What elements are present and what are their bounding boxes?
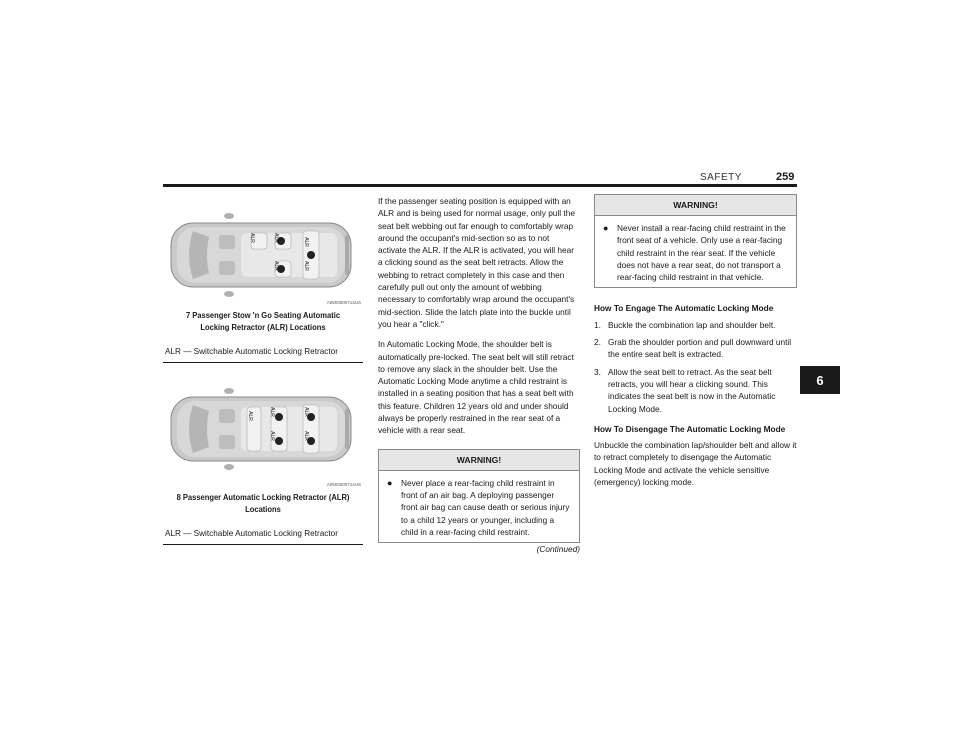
section-heading-engage: How To Engage The Automatic Locking Mode: [594, 303, 774, 314]
alr-label: ALR: [272, 261, 279, 271]
alr-label: ALR: [302, 431, 309, 441]
figure-caption: 8 Passenger Automatic Locking Retractor (ALR) Locations: [176, 492, 350, 514]
body-paragraph: In Automatic Locking Mode, the shoulder belt is automatically pre-locked. The seat belt will still retract to remove any slack in the shoulder belt. Use the Automatic Locking Mode anytime a child restraint is installed in a seating position that has a seat belt with this feature. Children 12 years old and under should always be properly restrained in the rear seat of a vehicle with a rear seat.: [378, 339, 574, 436]
figure-legend: ALR — Switchable Automatic Locking Retractor: [163, 525, 363, 545]
chapter-tab: 6: [800, 366, 840, 394]
header-rule: [163, 184, 797, 187]
alr-label: ALR: [302, 407, 309, 417]
warning-text: Never install a rear-facing child restraint in the front seat of a vehicle. Only use a rear-facing child restraint in the rear seat. If the vehicle does not have a rear seat, do not transport a rear-facing child restraint in that vehicle.: [617, 223, 786, 283]
alr-label: ALR: [272, 233, 279, 243]
continued-note: (Continued): [536, 544, 580, 555]
list-item: 2. Grab the shoulder portion and pull downward until the entire seat belt is extracted.: [594, 337, 792, 360]
bullet-icon: ●: [387, 477, 393, 488]
running-header-section: SAFETY: [700, 172, 742, 183]
bullet-icon: ●: [603, 223, 609, 233]
vehicle-top-view-diagram: [163, 387, 363, 487]
list-item: 1. Buckle the combination lap and shoulder belt.: [594, 319, 776, 330]
body-paragraph: Unbuckle the combination lap/shoulder belt and allow it to retract completely to disengage the Automatic Locking Mode and activate the vehicle sensitive (emergency) locking mode.: [594, 440, 797, 488]
alr-label: ALR: [268, 431, 275, 441]
vehicle-top-view-diagram: [163, 205, 363, 305]
figure-caption: 7 Passenger Stow 'n Go Seating Automatic Locking Retractor (ALR) Locations: [185, 310, 341, 332]
warning-bullet: [603, 222, 788, 283]
middle-column: [378, 195, 580, 555]
section-heading-disengage: How To Disengage The Automatic Locking Mode: [594, 423, 786, 434]
alr-label: ALR: [302, 237, 309, 247]
figure-8-passenger: [163, 387, 363, 545]
figure-code: A0503000714US: [326, 482, 361, 487]
engage-steps: [594, 319, 797, 415]
right-column: [594, 194, 797, 496]
vehicle-illustration: [163, 387, 363, 487]
alr-label: ALR: [246, 411, 253, 421]
warning-box: [594, 194, 797, 288]
warning-title: WARNING!: [595, 195, 796, 216]
figure-code: A0503000713US: [326, 300, 361, 305]
figure-legend: ALR — Switchable Automatic Locking Retractor: [163, 343, 363, 363]
alr-label: ALR: [302, 261, 309, 271]
warning-bullet: [387, 477, 571, 538]
list-item: 3. Allow the seat belt to retract. As the seat belt retracts, you will hear a clicking sound. This indicates the seat belt is now in the Automatic Locking Mode.: [594, 366, 776, 414]
figure-7-passenger: [163, 205, 363, 363]
alr-label: ALR: [248, 233, 255, 243]
vehicle-illustration: [163, 205, 363, 305]
page-number: 259: [776, 171, 795, 183]
warning-title: WARNING!: [379, 450, 579, 471]
warning-text: Never place a rear-facing child restraint in front of an air bag. A deploying passenger front air bag can cause death or serious injury to a child 12 years or younger, including a child in a rear-facing child restraint.: [401, 477, 570, 537]
alr-label: ALR: [268, 407, 275, 417]
body-paragraph: If the passenger seating position is equipped with an ALR and is being used for normal usage, only pull the seat belt webbing out far enough to comfortably wrap around the occupant's mid-section so as to not activate the ALR. If the ALR is activated, you will hear a clicking sound as the seat belt retracts. Allow the webbing to retract completely in this case and then carefully pull out only the amount of webbing necessary to comfortably wrap around the occupant's mid-section. Slide the latch plate into the buckle until you hear a "click.": [378, 196, 575, 329]
warning-box: [378, 449, 580, 543]
